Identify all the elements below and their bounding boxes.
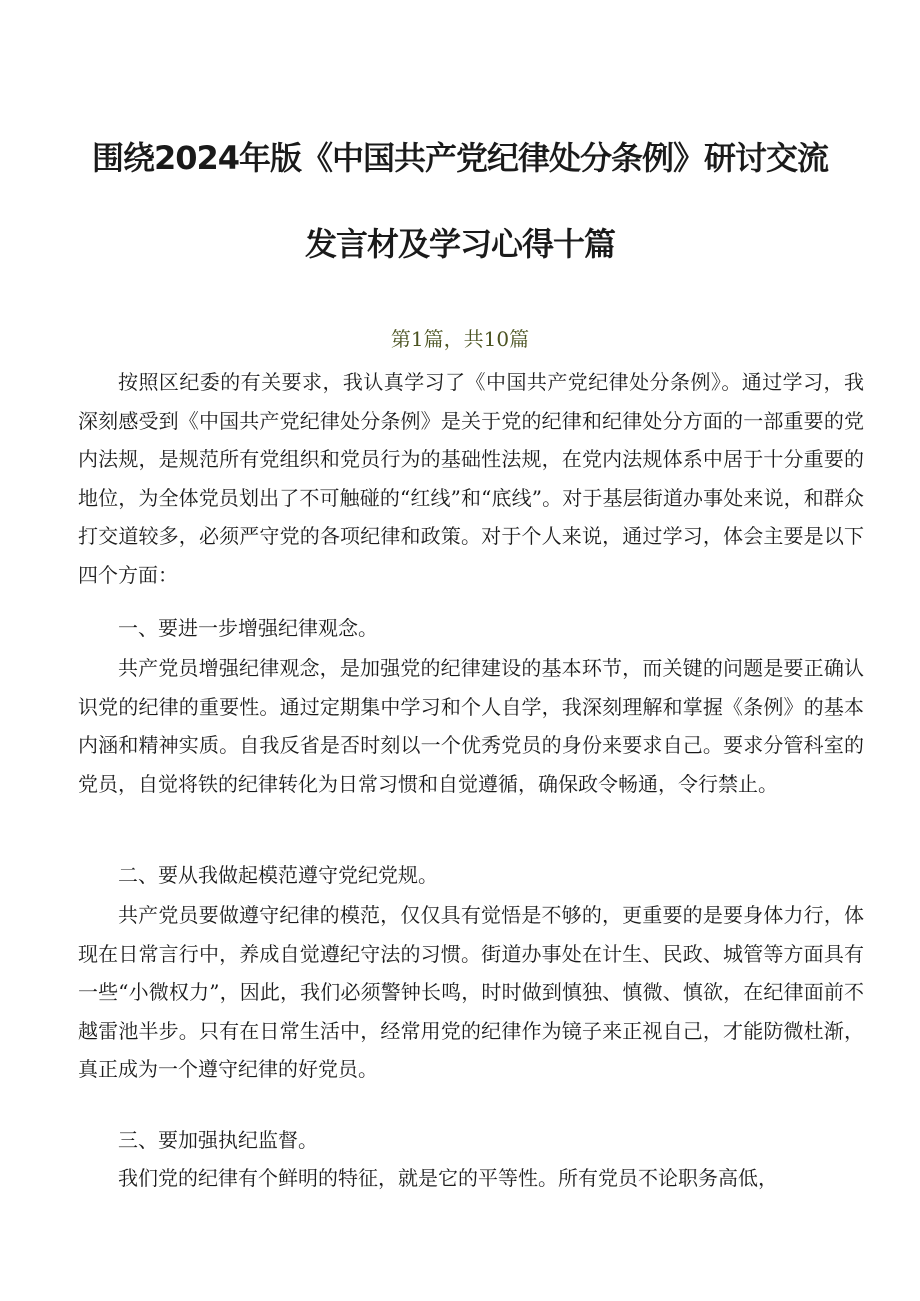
article-counter: 第1篇，共10篇	[390, 327, 530, 351]
section-heading-2: 二、要从我做起模范遵守党纪党规。	[118, 863, 438, 887]
section-1-paragraph: 共产党员增强纪律观念，是加强党的纪律建设的基本环节，而关键的问题是要正确认识党的纪律的重要性。通过定期集中学习和个人自学，我深刻理解和掌握《条例》的基本内涵和精神实质。自我反省是否时刻以一个优秀党员的身份来要求自己。要求分管科室的党员，自觉将铁的纪律转化为日常习惯和自觉遵循，确保政令畅通，令行禁止。	[78, 656, 864, 796]
section-heading-3: 三、要加强执纪监督。	[118, 1128, 318, 1152]
document-title-line-1: 围绕2024年版《中国共产党纪律处分条例》研讨交流	[91, 139, 829, 177]
document-title-line-2: 发言材及学习心得十篇	[304, 225, 615, 263]
section-2-paragraph: 共产党员要做遵守纪律的模范，仅仅具有觉悟是不够的，更重要的是要身体力行，体现在日常言行中，养成自觉遵纪守法的习惯。街道办事处在计生、民政、城管等方面具有一些“小微权力”，因此，我们必须警钟长鸣，时时做到慎独、慎微、慎欲，在纪律面前不越雷池半步。只有在日常生活中，经常用党的纪律作为镜子来正视自己，才能防微杜渐，真正成为一个遵守纪律的好党员。	[78, 903, 864, 1081]
intro-paragraph: 按照区纪委的有关要求，我认真学习了《中国共产党纪律处分条例》。通过学习，我深刻感受到《中国共产党纪律处分条例》是关于党的纪律和纪律处分方面的一部重要的党内法规，是规范所有党组织和党员行为的基础性法规，在党内法规体系中居于十分重要的地位，为全体党员划出了不可触碰的“红线”和“底线”。对于基层街道办事处来说，和群众打交道较多，必须严守党的各项纪律和政策。对于个人来说，通过学习，体会主要是以下四个方面：	[78, 370, 864, 587]
section-3-paragraph: 我们党的纪律有个鲜明的特征，就是它的平等性。所有党员不论职务高低，	[118, 1166, 778, 1190]
section-heading-1: 一、要进一步增强纪律观念。	[118, 616, 378, 640]
